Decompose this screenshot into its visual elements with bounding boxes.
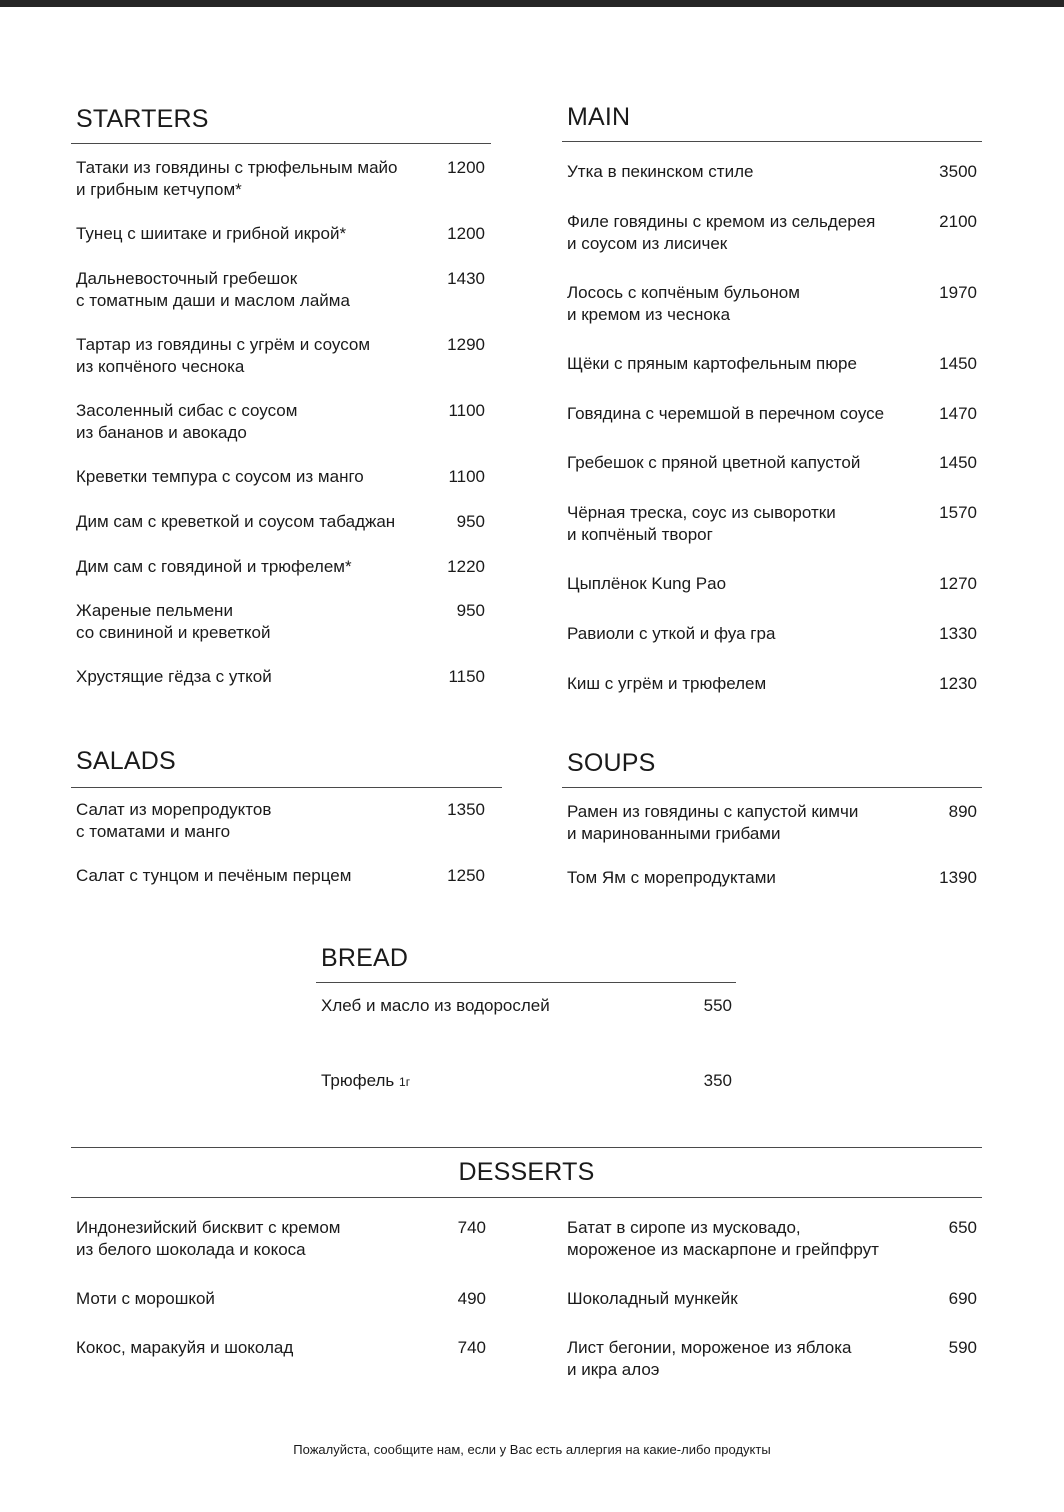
menu-item <box>76 511 485 533</box>
menu-item <box>321 1070 732 1094</box>
item-price: 1150 <box>448 667 485 686</box>
soups-divider <box>562 787 982 788</box>
item-name: Салат из морепродуктов с томатами и манго <box>76 800 272 841</box>
allergy-note: Пожалуйста, сообщите нам, если у Вас есть аллергия на какие-либо продукты <box>293 1442 771 1457</box>
main-section <box>562 103 982 703</box>
item-name: Хрустящие гёдза с уткой <box>76 667 272 686</box>
menu-item <box>76 600 485 643</box>
menu-item <box>567 282 977 325</box>
salads-divider <box>71 787 502 788</box>
salads-title: SALADS <box>76 747 176 775</box>
bread-section <box>316 944 736 1104</box>
item-price: 350 <box>703 1071 732 1090</box>
item-name: Засоленный сибас с соусом из бананов и авокадо <box>76 401 298 442</box>
item-price: 1270 <box>939 574 977 593</box>
item-price: 740 <box>457 1338 486 1357</box>
menu-item <box>567 1288 977 1310</box>
bread-title: BREAD <box>321 944 409 972</box>
menu-item <box>76 1288 486 1310</box>
item-name: Гребешок с пряной цветной капустой <box>567 453 861 472</box>
item-name: Утка в пекинском стиле <box>567 162 754 181</box>
item-price: 3500 <box>939 162 977 181</box>
menu-item <box>76 223 485 245</box>
item-price: 890 <box>948 802 977 821</box>
item-name: Индонезийский бисквит с кремом из белого шоколада и кокоса <box>76 1218 341 1259</box>
item-name-text: Трюфель <box>321 1071 395 1090</box>
item-price: 1290 <box>447 335 485 354</box>
item-name: Дальневосточный гребешок с томатным даши и маслом лайма <box>76 269 350 310</box>
soups-section <box>562 749 982 899</box>
item-price: 1200 <box>447 158 485 177</box>
menu-item <box>76 799 485 842</box>
item-price: 740 <box>457 1218 486 1237</box>
item-price: 1970 <box>939 283 977 302</box>
item-price: 1470 <box>939 404 977 423</box>
item-name: Жареные пельмени со свининой и креветкой <box>76 601 271 642</box>
item-name: Дим сам с говядиной и трюфелем* <box>76 557 352 576</box>
item-price: 2100 <box>939 212 977 231</box>
item-price: 550 <box>703 996 732 1015</box>
menu-item <box>567 1217 977 1260</box>
desserts-title: DESSERTS <box>458 1158 595 1186</box>
item-price: 490 <box>457 1289 486 1308</box>
item-name: Татаки из говядины с трюфельным майо и грибным кетчупом* <box>76 158 398 199</box>
item-name: Лист бегонии, мороженое из яблока и икра алоэ <box>567 1338 852 1379</box>
item-price: 1330 <box>939 624 977 643</box>
item-price: 1200 <box>447 224 485 243</box>
item-name: Чёрная треска, соус из сыворотки и копчёный творог <box>567 503 836 544</box>
item-name: Щёки с пряным картофельным пюре <box>567 354 857 373</box>
item-name: Киш с угрём и трюфелем <box>567 674 767 693</box>
item-price: 1450 <box>939 453 977 472</box>
desserts-divider <box>71 1197 982 1198</box>
menu-item <box>567 673 977 695</box>
top-bar <box>0 0 1064 7</box>
desserts-section <box>71 1147 982 1397</box>
menu-item <box>76 1217 486 1260</box>
menu-item <box>76 556 485 578</box>
item-price: 690 <box>948 1289 977 1308</box>
item-name: Креветки темпура с соусом из манго <box>76 467 364 486</box>
menu-item <box>567 211 977 254</box>
item-price: 1100 <box>448 401 485 420</box>
item-name: Рамен из говядины с капустой кимчи и маринованными грибами <box>567 802 859 843</box>
menu-item <box>76 268 485 311</box>
menu-item <box>567 867 977 889</box>
menu-item <box>76 1337 486 1359</box>
item-name: Шоколадный мункейк <box>567 1289 738 1308</box>
item-price: 1230 <box>939 674 977 693</box>
main-divider <box>562 141 982 142</box>
item-price: 1450 <box>939 354 977 373</box>
item-name: Дим сам с креветкой и соусом табаджан <box>76 512 396 531</box>
menu-item <box>567 801 977 844</box>
item-name: Тартар из говядины с угрём и соусом из копчёного чеснока <box>76 335 371 376</box>
menu-item <box>567 573 977 595</box>
item-price: 1570 <box>939 503 977 522</box>
item-price: 950 <box>456 512 485 531</box>
menu-item <box>321 995 732 1017</box>
starters-title: STARTERS <box>76 105 209 133</box>
item-price: 1350 <box>447 800 485 819</box>
item-name: Говядина с черемшой в перечном соусе <box>567 404 885 423</box>
menu-item <box>567 403 977 425</box>
soups-title: SOUPS <box>567 749 656 777</box>
item-price: 1390 <box>939 868 977 887</box>
menu-item <box>567 452 977 474</box>
item-name: Батат в сиропе из мусковадо, мороженое из маскарпоне и грейпфрут <box>567 1218 879 1259</box>
menu-item <box>567 623 977 645</box>
menu-item <box>567 1337 977 1380</box>
menu-item <box>76 865 485 887</box>
item-name: Хлеб и масло из водорослей <box>321 996 550 1015</box>
item-name: Цыплёнок Kung Pao <box>567 574 727 593</box>
menu-item <box>567 353 977 375</box>
item-name: Салат с тунцом и печёным перцем <box>76 866 352 885</box>
item-price: 950 <box>456 601 485 620</box>
item-name: Филе говядины с кремом из сельдерея и соусом из лисичек <box>567 212 876 253</box>
item-name <box>321 1070 732 1094</box>
item-price: 1220 <box>447 557 485 576</box>
menu-item <box>567 161 977 183</box>
item-price: 650 <box>948 1218 977 1237</box>
starters-divider <box>71 143 491 144</box>
main-title: MAIN <box>567 103 631 131</box>
menu-item <box>76 400 485 443</box>
menu-item <box>76 157 485 200</box>
item-price: 590 <box>948 1338 977 1357</box>
item-name: Лосось с копчёным бульоном и кремом из чеснока <box>567 283 800 324</box>
item-unit: 1г <box>399 1075 411 1089</box>
item-name: Том Ям с морепродуктами <box>567 868 776 887</box>
item-name: Кокос, маракуйя и шоколад <box>76 1338 294 1357</box>
item-name: Равиоли с уткой и фуа гра <box>567 624 776 643</box>
menu-item <box>76 334 485 377</box>
item-name: Тунец с шиитаке и грибной икрой* <box>76 224 347 243</box>
item-price: 1250 <box>447 866 485 885</box>
bread-divider <box>316 982 736 983</box>
item-name: Моти с морошкой <box>76 1289 215 1308</box>
menu-item <box>567 502 977 545</box>
salads-section <box>71 747 502 897</box>
menu-item <box>76 666 485 688</box>
desserts-top-divider <box>71 1147 982 1148</box>
item-price: 1430 <box>447 269 485 288</box>
starters-section <box>71 105 491 705</box>
menu-item <box>76 466 485 488</box>
item-price: 1100 <box>448 467 485 486</box>
